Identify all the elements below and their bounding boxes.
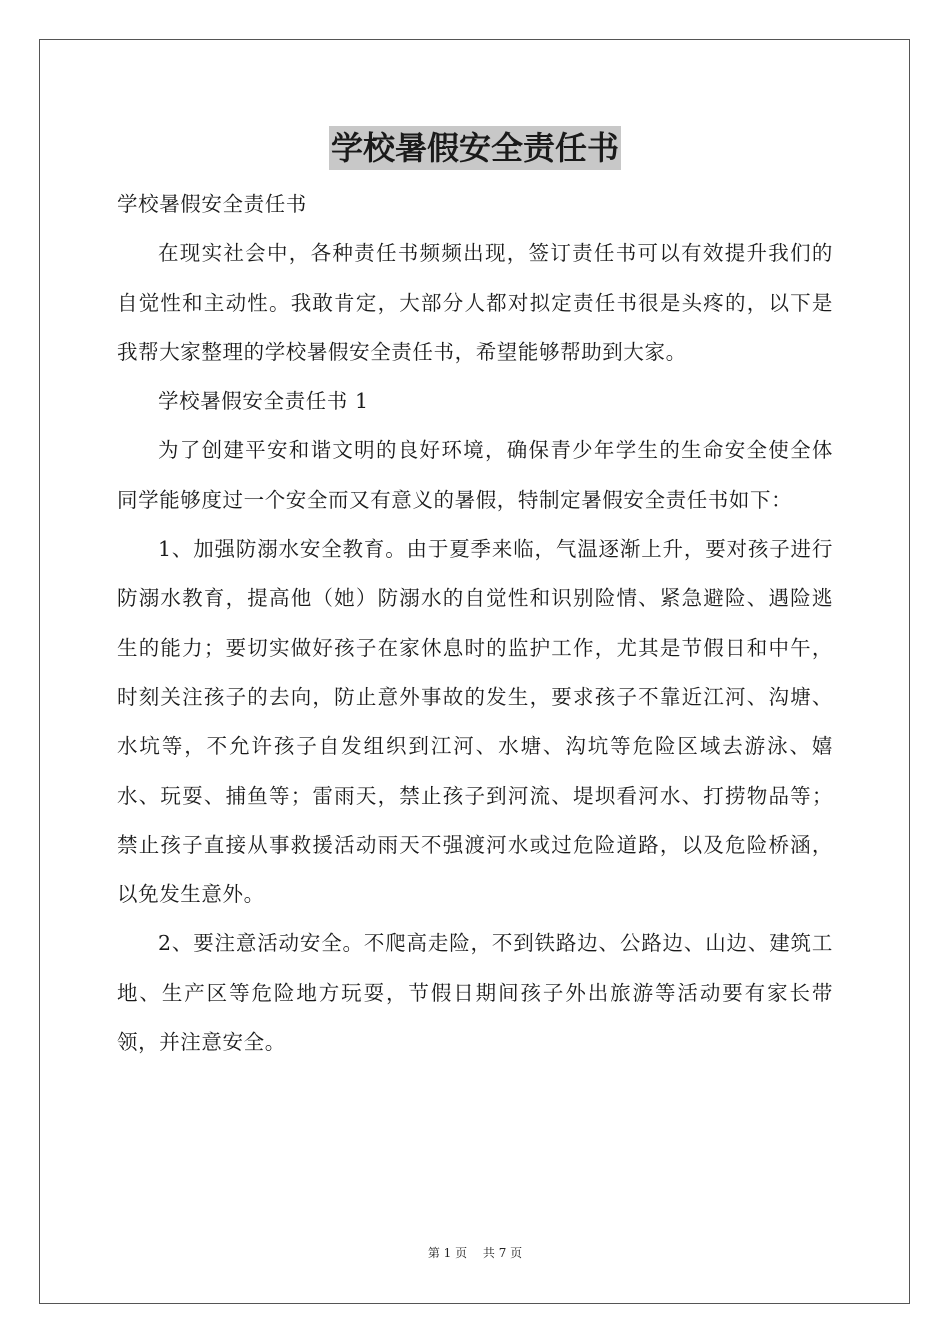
paragraph: 2、要注意活动安全。不爬高走险，不到铁路边、公路边、山边、建筑工地、生产区等危险地方玩耍，节假日期间孩子外出旅游等活动要有家长带领，并注意安全。 — [117, 931, 833, 1055]
section-heading: 学校暑假安全责任书 1 — [158, 389, 369, 414]
document-title: 学校暑假安全责任书 — [329, 126, 621, 170]
title-container — [0, 126, 950, 170]
page-number: 第 1 页 — [427, 1246, 468, 1260]
document-body — [117, 180, 833, 1067]
page-footer — [0, 1245, 950, 1261]
paragraph: 在现实社会中，各种责任书频频出现，签订责任书可以有效提升我们的自觉性和主动性。我敢肯定，大部分人都对拟定责任书很是头疼的，以下是我帮大家整理的学校暑假安全责任书，希望能够帮助到大家。 — [117, 241, 833, 364]
paragraph: 1、加强防溺水安全教育。由于夏季来临，气温逐渐上升，要对孩子进行防溺水教育，提高他（她）防溺水的自觉性和识别险情、紧急避险、遇险逃生的能力；要切实做好孩子在家休息时的监护工作，尤其是节假日和中午，时刻关注孩子的去向，防止意外事故的发生，要求孩子不靠近江河、沟塘、水坑等，不允许孩子自发组织到江河、水塘、沟坑等危险区域去游泳、嬉水、玩耍、捕鱼等；雷雨天，禁止孩子到河流、堤坝看河水、打捞物品等；禁止孩子直接从事救援活动雨天不强渡河水或过危险道路，以及危险桥涵，以免发生意外。 — [117, 537, 833, 907]
paragraph: 为了创建平安和谐文明的良好环境，确保青少年学生的生命安全使全体同学能够度过一个安全而又有意义的暑假，特制定暑假安全责任书如下： — [117, 438, 833, 512]
paragraph: 学校暑假安全责任书 — [117, 192, 307, 216]
page-total: 共 7 页 — [482, 1246, 523, 1260]
